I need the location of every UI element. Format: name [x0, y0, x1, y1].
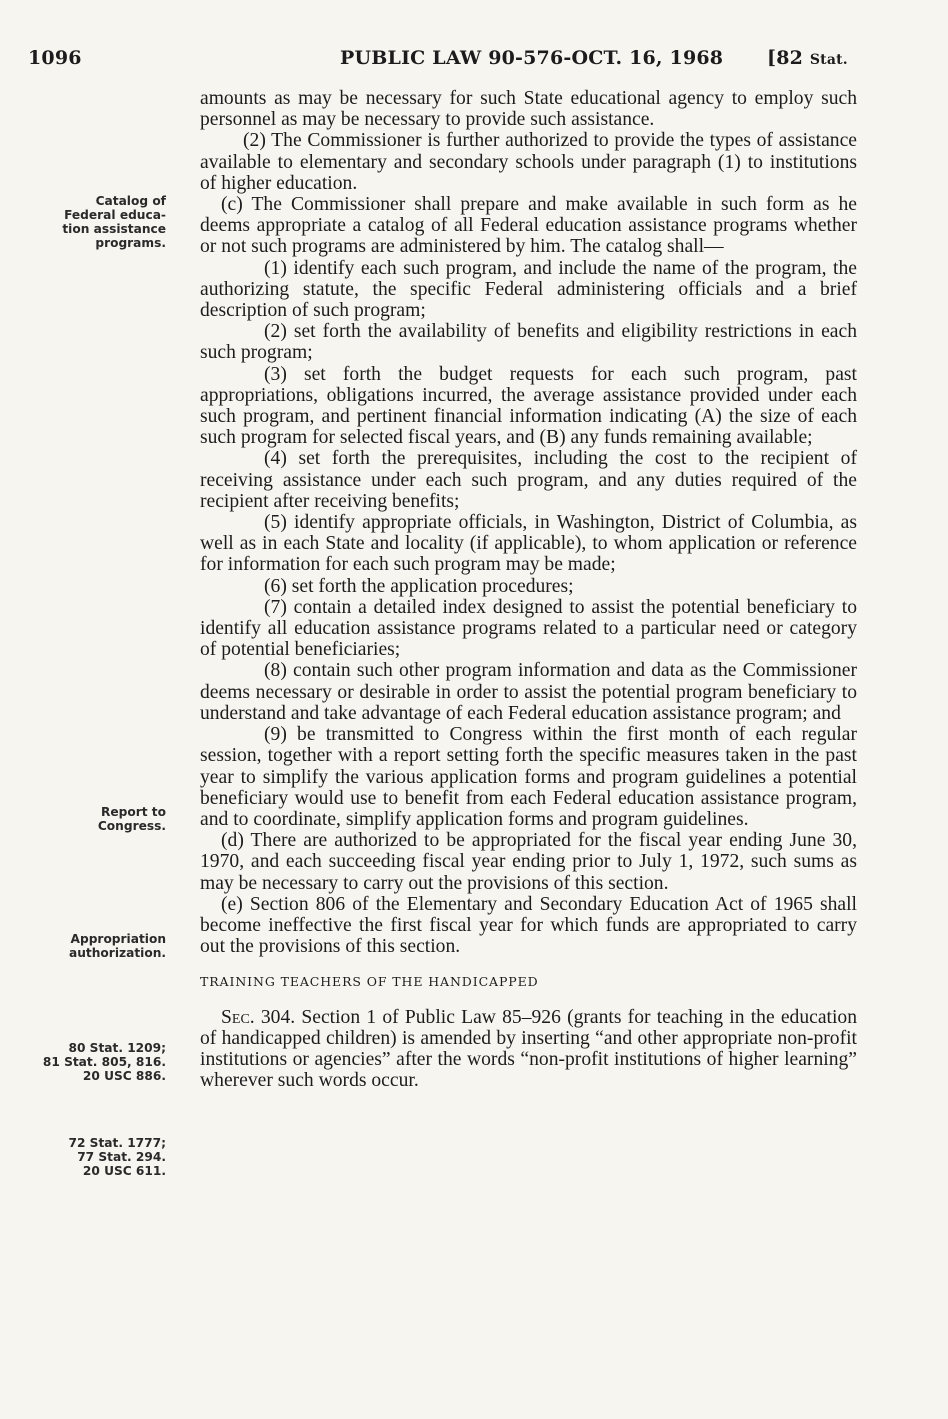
margin-note-line: Report to [100, 805, 166, 819]
margin-note-line: 80 Stat. 1209; [68, 1041, 166, 1055]
section-label: Sec. 304. [221, 1006, 296, 1028]
margin-note-line: Catalog of [95, 194, 166, 208]
volume-reference [767, 47, 848, 69]
section-304-text: Section 1 of Public Law 85–926 (grants for teaching in the education of handicapped children) is amended by inserting “and other appropriate non-profit institutions or agencies” after the words “non-profit institutions of higher learning” wherever such words occur. [200, 1006, 857, 1092]
paragraph-d: (d) There are authorized to be appropriated for the fiscal year ending June 30, 1970, and each succeeding fiscal year ending prior to July 1, 1972, such sums as may be necessary to carry out the provisions of this section. [200, 830, 857, 894]
catalog-item-2: (2) set forth the availability of benefits and eligibility restrictions in each such program; [200, 321, 857, 364]
margin-note-line: 20 USC 886. [82, 1069, 166, 1083]
margin-note-line: authorization. [69, 946, 166, 960]
catalog-item-4: (4) set forth the prerequisites, including the cost to the recipient of receiving assistance under each such program, and any duties required of the recipient after receiving benefits; [200, 448, 857, 512]
catalog-item-3: (3) set forth the budget requests for each such program, past appropriations, obligations incurred, the average assistance provided under each such program, and pertinent financial information indicating (A) the size of each such program for selected fiscal years, and (B) any funds remaining available; [200, 363, 857, 449]
paragraph-e: (e) Section 806 of the Elementary and Secondary Education Act of 1965 shall become ineffective the first fiscal year for which funds are appropriated to carry out the provisions of this section. [200, 893, 857, 958]
catalog-item-8: (8) contain such other program information and data as the Commissioner deems necessary or desirable in order to assist the potential program beneficiary to understand and take advantage of each Federal education assistance program; and [200, 660, 857, 724]
section-304 [200, 1007, 857, 1092]
volume-stat: Stat. [809, 52, 848, 68]
margin-note-line: Federal educa- [64, 208, 166, 222]
statute-body [200, 88, 857, 1091]
margin-note-line: Appropriation [70, 932, 166, 946]
paragraph-b2: (2) The Commissioner is further authorized to provide the types of assistance available to elementary and secondary schools under paragraph (1) to institutions of higher education. [200, 130, 857, 194]
paragraph-c: (c) The Commissioner shall prepare and make available in such form as he deems appropriate a catalog of all Federal education assistance programs whether or not such programs are administered by him. The catalog shall— [200, 194, 857, 258]
margin-note-citation-304 [20, 1136, 166, 1178]
margin-note-line: 20 USC 611. [82, 1164, 166, 1178]
catalog-item-5: (5) identify appropriate officials, in Washington, District of Columbia, as well as in each State and locality (if applicable), to whom application or reference for information for each such program may be made; [200, 512, 857, 576]
volume-number: [82 [767, 47, 810, 69]
margin-note-line: 77 Stat. 294. [77, 1150, 166, 1164]
catalog-item-9: (9) be transmitted to Congress within the first month of each regular session, together with a report setting forth the specific measures taken in the past year to simplify the various application forms and program guidelines a potential beneficiary would use to benefit from each Federal education assistance program, and to coordinate, simplify application forms and program guidelines. [200, 724, 857, 830]
margin-note-line: programs. [95, 236, 166, 250]
catalog-item-6: (6) set forth the application procedures; [264, 575, 574, 597]
margin-note-appropriation [20, 932, 166, 960]
margin-note-citation-806 [20, 1041, 166, 1083]
margin-note-line: tion assistance [62, 222, 166, 236]
section-heading: TRAINING TEACHERS OF THE HANDICAPPED [200, 974, 539, 990]
margin-note-line: Congress. [97, 819, 166, 833]
margin-note-line: 72 Stat. 1777; [68, 1136, 166, 1150]
page-title: PUBLIC LAW 90-576-OCT. 16, 1968 [340, 47, 724, 69]
paragraph-continuation: amounts as may be necessary for such State educational agency to employ such personnel as may be necessary to provide such assistance. [200, 88, 857, 131]
page-number: 1096 [28, 47, 82, 69]
catalog-item-7: (7) contain a detailed index designed to assist the potential beneficiary to identify all education assistance programs related to a particular need or category of potential beneficiaries; [200, 596, 857, 661]
margin-note-line: 81 Stat. 805, 816. [42, 1055, 166, 1069]
catalog-item-1: (1) identify each such program, and include the name of the program, the authorizing statute, the specific Federal administering officials and a brief description of such program; [200, 257, 857, 322]
margin-note-catalog [20, 194, 166, 250]
margin-note-report [20, 805, 166, 833]
